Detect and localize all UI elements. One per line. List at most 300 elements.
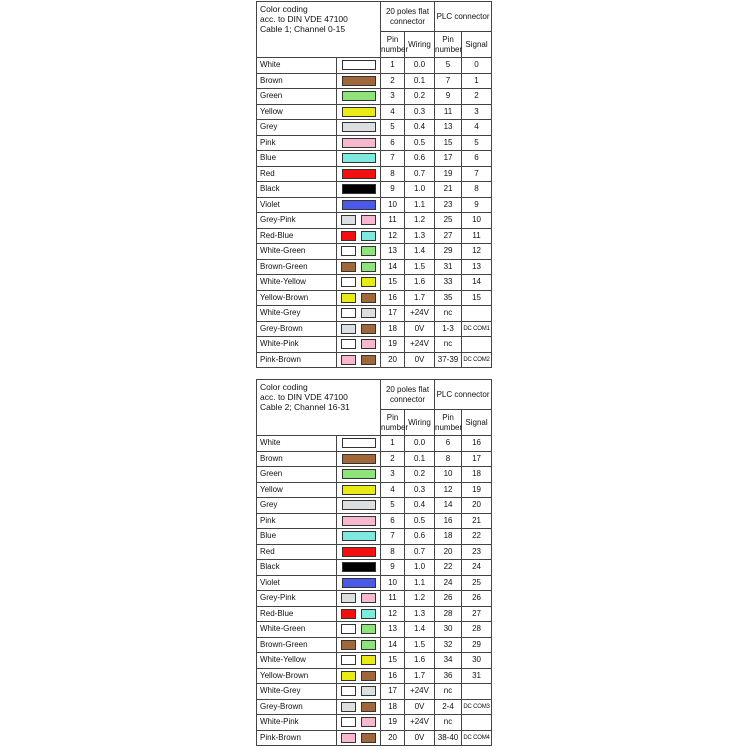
color-name: Grey-Brown xyxy=(257,321,337,337)
signal-value: 2 xyxy=(462,89,492,105)
table-row xyxy=(257,135,492,151)
pin-number: 15 xyxy=(381,653,405,669)
color-swatch xyxy=(361,339,376,349)
table-row xyxy=(257,637,492,653)
table-row xyxy=(257,451,492,467)
signal-value: 12 xyxy=(462,244,492,260)
color-swatch xyxy=(341,339,356,349)
pin-number: 15 xyxy=(381,275,405,291)
color-swatch-cell xyxy=(337,197,381,213)
color-swatch-cell xyxy=(337,213,381,229)
wiring-value: 0.4 xyxy=(405,120,435,136)
color-coding-table-cable-2 xyxy=(256,379,492,746)
color-swatch xyxy=(361,246,376,256)
color-name: Red-Blue xyxy=(257,606,337,622)
color-swatch-cell xyxy=(337,104,381,120)
signal-value: 5 xyxy=(462,135,492,151)
color-name: Pink-Brown xyxy=(257,730,337,746)
color-swatch xyxy=(341,355,356,365)
wiring-value: 1.6 xyxy=(405,653,435,669)
plc-connector-header: PLC connector xyxy=(435,380,492,410)
plc-pin-number: 18 xyxy=(435,529,462,545)
color-coding-table-cable-1 xyxy=(256,1,492,368)
pin-number: 2 xyxy=(381,73,405,89)
table-row xyxy=(257,467,492,483)
wiring-value: 0.2 xyxy=(405,89,435,105)
plc-pin-number: nc xyxy=(435,337,462,353)
color-swatch xyxy=(361,355,376,365)
color-swatch-cell xyxy=(337,352,381,368)
wiring-value: 1.4 xyxy=(405,244,435,260)
pin-number: 1 xyxy=(381,58,405,74)
wiring-value: 1.2 xyxy=(405,213,435,229)
wiring-value: 1.0 xyxy=(405,182,435,198)
plc-pin-number: 25 xyxy=(435,213,462,229)
color-swatch xyxy=(342,516,376,526)
plc-pin-number: 6 xyxy=(435,436,462,452)
color-swatch xyxy=(361,733,376,743)
color-name: White-Grey xyxy=(257,306,337,322)
color-name: White-Pink xyxy=(257,337,337,353)
color-swatch-cell xyxy=(337,120,381,136)
color-swatch-cell xyxy=(337,58,381,74)
plc-pin-number: 33 xyxy=(435,275,462,291)
color-name: Violet xyxy=(257,197,337,213)
signal-value: 11 xyxy=(462,228,492,244)
color-swatch-cell xyxy=(337,182,381,198)
wiring-value: 1.3 xyxy=(405,606,435,622)
color-name: Brown-Green xyxy=(257,259,337,275)
table-row xyxy=(257,544,492,560)
pin-number: 6 xyxy=(381,135,405,151)
color-name: Grey-Pink xyxy=(257,213,337,229)
color-swatch xyxy=(341,655,356,665)
color-name: Brown xyxy=(257,451,337,467)
color-swatch-cell xyxy=(337,622,381,638)
color-swatch xyxy=(341,246,356,256)
signal-value: 23 xyxy=(462,544,492,560)
color-swatch xyxy=(361,324,376,334)
wiring-value: 0.6 xyxy=(405,151,435,167)
table-row xyxy=(257,166,492,182)
color-name: Black xyxy=(257,182,337,198)
pin-number: 16 xyxy=(381,290,405,306)
color-swatch xyxy=(341,293,356,303)
color-swatch-cell xyxy=(337,321,381,337)
color-swatch xyxy=(342,438,376,448)
color-swatch xyxy=(342,485,376,495)
plc-pin-number: 2-4 xyxy=(435,699,462,715)
signal-value xyxy=(462,337,492,353)
plc-pin-number: 21 xyxy=(435,182,462,198)
color-name: Red-Blue xyxy=(257,228,337,244)
color-swatch xyxy=(342,153,376,163)
plc-pin-number-header: Pin number xyxy=(435,32,462,58)
color-swatch xyxy=(341,324,356,334)
table-row xyxy=(257,498,492,514)
pin-number-header: Pin number xyxy=(381,32,405,58)
signal-value: 28 xyxy=(462,622,492,638)
color-name: Pink-Brown xyxy=(257,352,337,368)
table-row xyxy=(257,668,492,684)
wiring-value: 0.5 xyxy=(405,135,435,151)
table-row xyxy=(257,591,492,607)
signal-value: 30 xyxy=(462,653,492,669)
wiring-value: 0V xyxy=(405,699,435,715)
plc-pin-number: 30 xyxy=(435,622,462,638)
wiring-value: +24V xyxy=(405,684,435,700)
wiring-value: +24V xyxy=(405,306,435,322)
signal-value: 24 xyxy=(462,560,492,576)
color-name: Green xyxy=(257,89,337,105)
table-row xyxy=(257,89,492,105)
color-swatch xyxy=(342,562,376,572)
table-row xyxy=(257,436,492,452)
color-swatch xyxy=(361,717,376,727)
title-line: Cable 1; Channel 0-15 xyxy=(260,24,346,35)
wiring-value: +24V xyxy=(405,715,435,731)
wiring-value: +24V xyxy=(405,337,435,353)
wiring-value: 1.1 xyxy=(405,197,435,213)
plc-pin-number: 29 xyxy=(435,244,462,260)
plc-pin-number: 5 xyxy=(435,58,462,74)
signal-value: DC COM3 xyxy=(462,699,492,715)
pin-number: 4 xyxy=(381,482,405,498)
color-swatch-cell xyxy=(337,560,381,576)
color-swatch xyxy=(341,215,356,225)
color-swatch xyxy=(341,262,356,272)
color-swatch-cell xyxy=(337,228,381,244)
pin-number: 6 xyxy=(381,513,405,529)
color-swatch xyxy=(342,500,376,510)
color-name: White-Green xyxy=(257,622,337,638)
plc-pin-number: 12 xyxy=(435,482,462,498)
signal-value: 10 xyxy=(462,213,492,229)
table-row xyxy=(257,197,492,213)
plc-pin-number: 24 xyxy=(435,575,462,591)
color-swatch-cell xyxy=(337,498,381,514)
pin-number: 12 xyxy=(381,228,405,244)
color-swatch-cell xyxy=(337,575,381,591)
signal-value xyxy=(462,684,492,700)
plc-pin-number: nc xyxy=(435,306,462,322)
color-name: White-Yellow xyxy=(257,275,337,291)
pin-number: 14 xyxy=(381,637,405,653)
color-swatch-cell xyxy=(337,451,381,467)
color-swatch xyxy=(342,138,376,148)
color-swatch xyxy=(361,671,376,681)
signal-value: 14 xyxy=(462,275,492,291)
color-swatch-cell xyxy=(337,715,381,731)
flat-connector-header: 20 poles flat connector xyxy=(381,2,435,32)
signal-value: 15 xyxy=(462,290,492,306)
color-swatch xyxy=(361,686,376,696)
signal-value: 6 xyxy=(462,151,492,167)
table-row xyxy=(257,560,492,576)
color-name: White xyxy=(257,58,337,74)
color-name: Yellow xyxy=(257,104,337,120)
wiring-value: 1.3 xyxy=(405,228,435,244)
color-swatch-cell xyxy=(337,73,381,89)
signal-value: 31 xyxy=(462,668,492,684)
wiring-value: 0.6 xyxy=(405,529,435,545)
signal-value: 17 xyxy=(462,451,492,467)
color-swatch xyxy=(342,91,376,101)
plc-pin-number: 20 xyxy=(435,544,462,560)
color-name: Red xyxy=(257,544,337,560)
pin-number: 19 xyxy=(381,715,405,731)
table-row xyxy=(257,151,492,167)
table-row xyxy=(257,213,492,229)
wiring-value: 1.2 xyxy=(405,591,435,607)
pin-number: 10 xyxy=(381,197,405,213)
table-row xyxy=(257,352,492,368)
signal-value: 9 xyxy=(462,197,492,213)
signal-value xyxy=(462,715,492,731)
signal-value: 16 xyxy=(462,436,492,452)
plc-pin-number: 14 xyxy=(435,498,462,514)
table-row xyxy=(257,606,492,622)
color-swatch-cell xyxy=(337,436,381,452)
color-swatch xyxy=(341,308,356,318)
table-row xyxy=(257,337,492,353)
signal-value: 0 xyxy=(462,58,492,74)
wiring-value: 0V xyxy=(405,730,435,746)
signal-value: 20 xyxy=(462,498,492,514)
plc-pin-number: 28 xyxy=(435,606,462,622)
wiring-value: 0.1 xyxy=(405,451,435,467)
color-name: Red xyxy=(257,166,337,182)
color-name: Violet xyxy=(257,575,337,591)
table-row xyxy=(257,321,492,337)
wiring-value: 0.7 xyxy=(405,544,435,560)
plc-pin-number: 31 xyxy=(435,259,462,275)
table-row xyxy=(257,653,492,669)
table-title xyxy=(257,2,381,58)
color-swatch-cell xyxy=(337,337,381,353)
color-swatch xyxy=(342,578,376,588)
pin-number: 13 xyxy=(381,244,405,260)
color-swatch xyxy=(361,624,376,634)
plc-pin-number-header: Pin number xyxy=(435,410,462,436)
color-name: Brown-Green xyxy=(257,637,337,653)
plc-pin-number: 8 xyxy=(435,451,462,467)
wiring-value: 0.7 xyxy=(405,166,435,182)
wiring-value: 0.5 xyxy=(405,513,435,529)
color-name: White xyxy=(257,436,337,452)
plc-pin-number: 26 xyxy=(435,591,462,607)
pin-number: 10 xyxy=(381,575,405,591)
color-swatch-cell xyxy=(337,482,381,498)
table-row xyxy=(257,482,492,498)
plc-pin-number: 37-39 xyxy=(435,352,462,368)
color-name: Blue xyxy=(257,529,337,545)
color-name: Grey xyxy=(257,120,337,136)
color-name: Green xyxy=(257,467,337,483)
color-swatch xyxy=(361,277,376,287)
color-swatch-cell xyxy=(337,684,381,700)
color-swatch-cell xyxy=(337,591,381,607)
pin-number: 20 xyxy=(381,730,405,746)
color-swatch xyxy=(361,293,376,303)
color-name: Brown xyxy=(257,73,337,89)
color-swatch xyxy=(361,609,376,619)
pin-number: 5 xyxy=(381,120,405,136)
pin-number: 9 xyxy=(381,182,405,198)
plc-pin-number: 9 xyxy=(435,89,462,105)
color-swatch-cell xyxy=(337,730,381,746)
title-line: Color coding xyxy=(260,382,308,392)
color-swatch xyxy=(342,531,376,541)
plc-pin-number: 34 xyxy=(435,653,462,669)
signal-value: DC COM2 xyxy=(462,352,492,368)
wiring-value: 0.4 xyxy=(405,498,435,514)
plc-pin-number: 1-3 xyxy=(435,321,462,337)
color-swatch xyxy=(341,231,356,241)
flat-connector-header: 20 poles flat connector xyxy=(381,380,435,410)
signal-value: 8 xyxy=(462,182,492,198)
color-name: White-Pink xyxy=(257,715,337,731)
color-name: Black xyxy=(257,560,337,576)
table-row xyxy=(257,529,492,545)
pin-number: 9 xyxy=(381,560,405,576)
color-swatch xyxy=(341,640,356,650)
pin-number: 5 xyxy=(381,498,405,514)
table-row xyxy=(257,684,492,700)
plc-pin-number: 27 xyxy=(435,228,462,244)
color-swatch xyxy=(341,593,356,603)
plc-pin-number: 15 xyxy=(435,135,462,151)
plc-pin-number: nc xyxy=(435,715,462,731)
plc-pin-number: 11 xyxy=(435,104,462,120)
pin-number: 1 xyxy=(381,436,405,452)
plc-pin-number: 7 xyxy=(435,73,462,89)
table-row xyxy=(257,306,492,322)
color-swatch xyxy=(361,215,376,225)
pin-number: 18 xyxy=(381,699,405,715)
wiring-value: 0.0 xyxy=(405,58,435,74)
wiring-header: Wiring xyxy=(405,410,435,436)
color-swatch-cell xyxy=(337,529,381,545)
table-title xyxy=(257,380,381,436)
pin-number: 12 xyxy=(381,606,405,622)
wiring-value: 1.6 xyxy=(405,275,435,291)
color-swatch xyxy=(341,624,356,634)
wiring-value: 0.3 xyxy=(405,104,435,120)
color-swatch xyxy=(361,231,376,241)
color-name: Grey xyxy=(257,498,337,514)
plc-pin-number: 32 xyxy=(435,637,462,653)
table-row xyxy=(257,104,492,120)
table-row xyxy=(257,575,492,591)
color-swatch-cell xyxy=(337,259,381,275)
signal-value: DC COM1 xyxy=(462,321,492,337)
pin-number: 17 xyxy=(381,306,405,322)
color-swatch xyxy=(341,277,356,287)
color-swatch xyxy=(361,262,376,272)
color-name: White-Green xyxy=(257,244,337,260)
plc-pin-number: 22 xyxy=(435,560,462,576)
color-name: Grey-Pink xyxy=(257,591,337,607)
color-swatch-cell xyxy=(337,89,381,105)
plc-pin-number: 13 xyxy=(435,120,462,136)
pin-number: 4 xyxy=(381,104,405,120)
color-swatch xyxy=(341,686,356,696)
pin-number: 13 xyxy=(381,622,405,638)
title-line: acc. to DIN VDE 47100 xyxy=(260,14,348,25)
color-swatch-cell xyxy=(337,467,381,483)
color-swatch xyxy=(342,454,376,464)
wiring-value: 1.5 xyxy=(405,259,435,275)
color-swatch-cell xyxy=(337,306,381,322)
table-row xyxy=(257,715,492,731)
color-swatch-cell xyxy=(337,290,381,306)
signal-value: 19 xyxy=(462,482,492,498)
plc-pin-number: 19 xyxy=(435,166,462,182)
color-swatch-cell xyxy=(337,275,381,291)
color-swatch-cell xyxy=(337,135,381,151)
table-row xyxy=(257,182,492,198)
table-row xyxy=(257,120,492,136)
title-line: acc. to DIN VDE 47100 xyxy=(260,392,348,403)
signal-value: 25 xyxy=(462,575,492,591)
color-name: Yellow xyxy=(257,482,337,498)
plc-connector-header: PLC connector xyxy=(435,2,492,32)
signal-value: 21 xyxy=(462,513,492,529)
color-swatch xyxy=(342,60,376,70)
wiring-value: 1.5 xyxy=(405,637,435,653)
color-swatch xyxy=(341,717,356,727)
pin-number: 14 xyxy=(381,259,405,275)
plc-pin-number: 10 xyxy=(435,467,462,483)
color-swatch-cell xyxy=(337,637,381,653)
color-name: Yellow-Brown xyxy=(257,668,337,684)
signal-value: 18 xyxy=(462,467,492,483)
color-name: Blue xyxy=(257,151,337,167)
color-swatch xyxy=(342,184,376,194)
color-name: Pink xyxy=(257,513,337,529)
plc-pin-number: 16 xyxy=(435,513,462,529)
wiring-value: 0.1 xyxy=(405,73,435,89)
wiring-value: 1.1 xyxy=(405,575,435,591)
table-row xyxy=(257,58,492,74)
pin-number: 16 xyxy=(381,668,405,684)
wiring-header: Wiring xyxy=(405,32,435,58)
table-row xyxy=(257,259,492,275)
pin-number: 19 xyxy=(381,337,405,353)
table-row xyxy=(257,622,492,638)
wiring-value: 0.0 xyxy=(405,436,435,452)
plc-pin-number: nc xyxy=(435,684,462,700)
signal-value: 4 xyxy=(462,120,492,136)
pin-number: 11 xyxy=(381,591,405,607)
color-swatch xyxy=(342,76,376,86)
table-row xyxy=(257,513,492,529)
signal-value xyxy=(462,306,492,322)
signal-value: 22 xyxy=(462,529,492,545)
wiring-value: 1.4 xyxy=(405,622,435,638)
pin-number: 18 xyxy=(381,321,405,337)
signal-value: 7 xyxy=(462,166,492,182)
color-swatch xyxy=(361,702,376,712)
pin-number: 3 xyxy=(381,467,405,483)
table-row xyxy=(257,73,492,89)
pin-number-header: Pin number xyxy=(381,410,405,436)
color-name: White-Yellow xyxy=(257,653,337,669)
wiring-value: 0.3 xyxy=(405,482,435,498)
color-swatch-cell xyxy=(337,544,381,560)
signal-header: Signal xyxy=(462,410,492,436)
